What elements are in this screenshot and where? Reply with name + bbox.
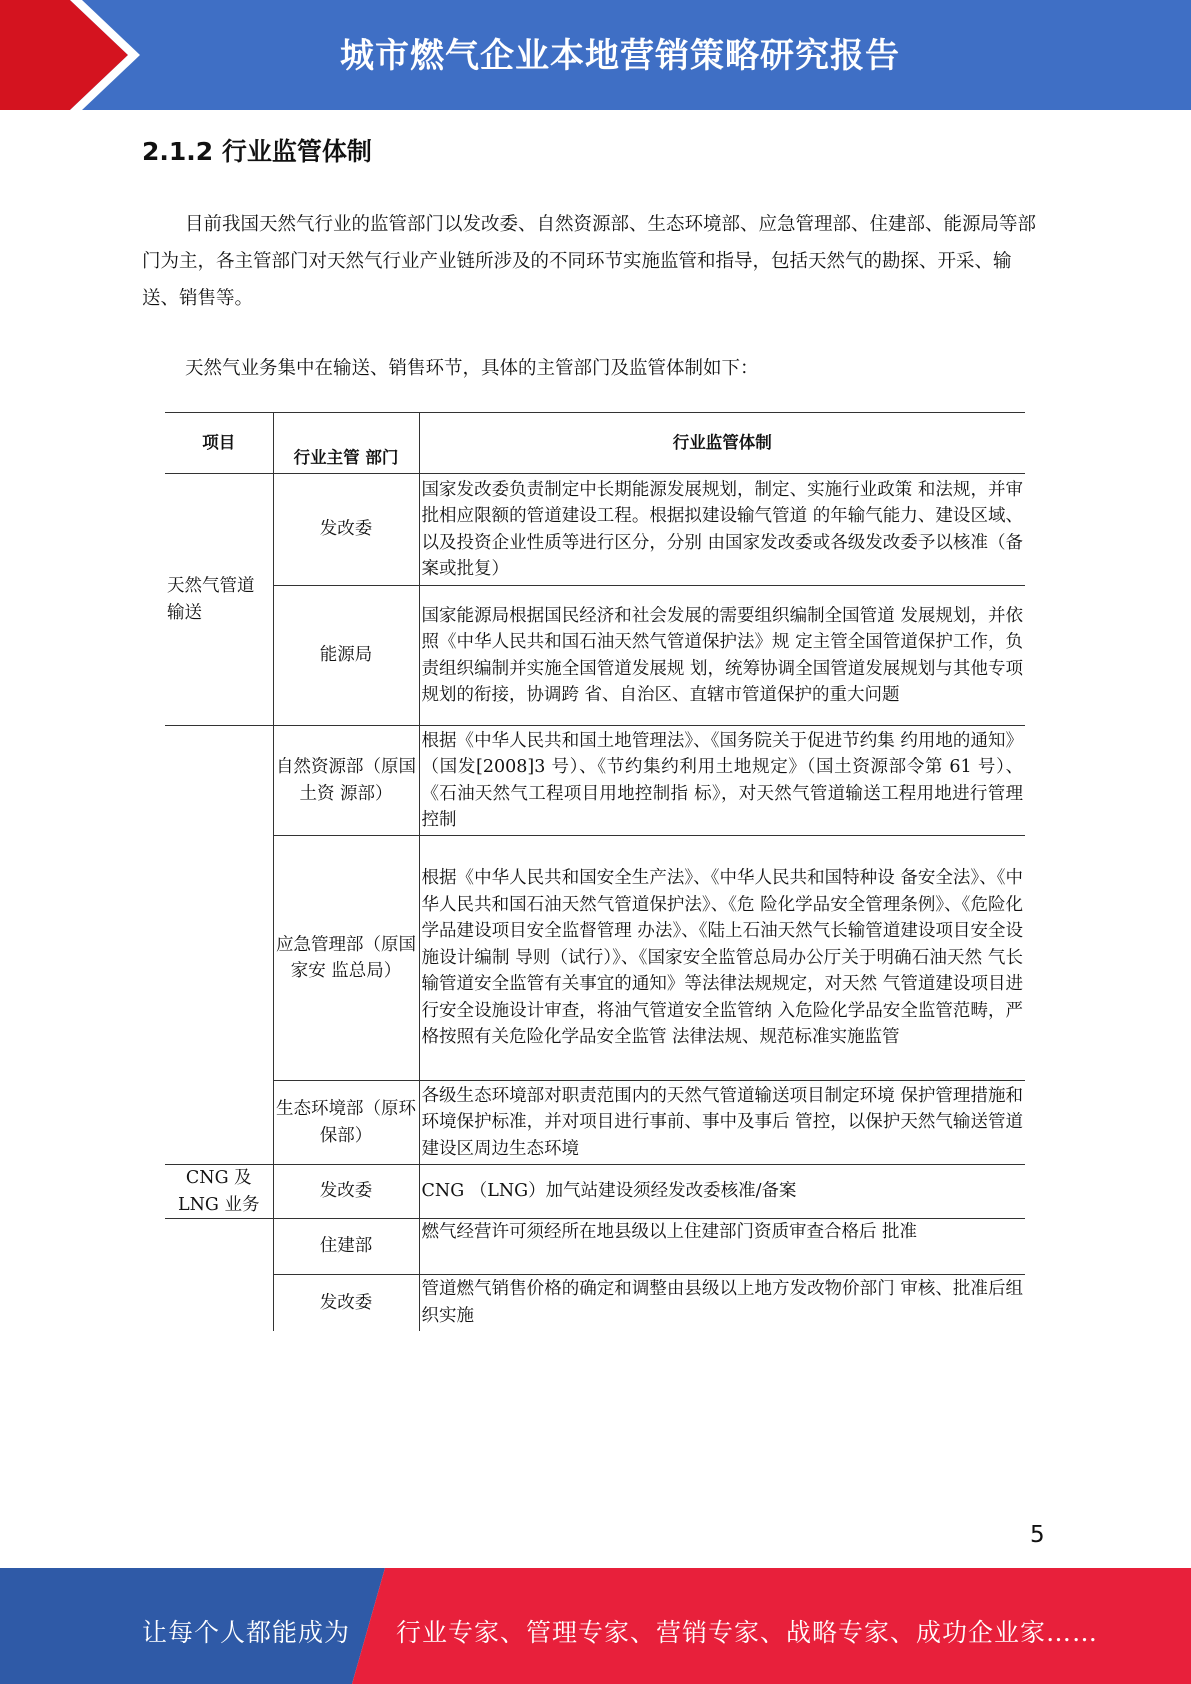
table-row bbox=[165, 474, 1025, 586]
table-header-row bbox=[165, 413, 1025, 474]
header-item: 项目 bbox=[165, 413, 273, 474]
group-cng-lng: CNG 及 LNG 业务 bbox=[165, 1165, 273, 1219]
table-row bbox=[165, 586, 1025, 726]
system-cell: CNG （LNG）加气站建设须经发改委核准/备案 bbox=[419, 1165, 1025, 1219]
system-cell: 国家发改委负责制定中长期能源发展规划，制定、实施行业政策 和法规，并审批相应限额的管道建设工程。根据拟建设输气管道 的年输气能力、建设区域、以及投资企业性质等进行区分，分别 由国家发改委或各级发改委予以核准（备案或批复） bbox=[419, 474, 1025, 586]
table-lead-paragraph: 天然气业务集中在输送、销售环节，具体的主管部门及监管体制如下： bbox=[185, 358, 759, 379]
table-row bbox=[165, 836, 1025, 1081]
dept-cell: 发改委 bbox=[273, 1165, 419, 1219]
table-row bbox=[165, 1081, 1025, 1165]
table-row bbox=[165, 1165, 1025, 1219]
system-cell: 国家能源局根据国民经济和社会发展的需要组织编制全国管道 发展规划，并依照《中华人民共和国石油天然气管道保护法》规 定主管全国管道保护工作，负责组织编制并实施全国管道发展规 划，统筹协调全国管道发展规划与其他专项规划的衔接，协调跨 省、自治区、直辖市管道保护的重大问题 bbox=[419, 586, 1025, 726]
page-number: 5 bbox=[1030, 1522, 1045, 1548]
system-cell: 根据《中华人民共和国安全生产法》、《中华人民共和国特种设 备安全法》、《中华人民共和国石油天然气管道保护法》、《危 险化学品安全管理条例》、《危险化学品建设项目安全监督管理 办法》、《陆上石油天然气长输管道建设项目安全设施设计编制 导则（试行）》、《国家安全监管总局办公厅关于明确石油天然 气长输管道安全监管有关事宜的通知》等法律法规规定，对天然 气管道建设项目进行安全设施设计审查，将油气管道安全监管纳 入危险化学品安全监管范畴，严格按照有关危险化学品安全监管 法律法规、规范标准实施监管 bbox=[419, 836, 1025, 1081]
group-blank-cell bbox=[165, 726, 273, 1165]
table-row bbox=[165, 1275, 1025, 1331]
report-title: 城市燃气企业本地营销策略研究报告 bbox=[340, 36, 900, 76]
header-chevron-icon bbox=[0, 0, 160, 110]
intro-paragraph: 目前我国天然气行业的监管部门以发改委、自然资源部、生态环境部、应急管理部、住建部、能源局等部门为主，各主管部门对天然气行业产业链所涉及的不同环节实施监管和指导，包括天然气的勘探、开采、输送、销售等。 bbox=[142, 214, 1037, 309]
header-system: 行业监管体制 bbox=[419, 413, 1025, 474]
dept-cell: 生态环境部（原环保部） bbox=[273, 1081, 419, 1165]
system-cell: 根据《中华人民共和国土地管理法》、《国务院关于促进节约集 约用地的通知》（国发[2008]3 号）、《节约集约利用土地规定》（国土资源部令第 61 号）、《石油天然气工程项目用地控制指 标》，对天然气管道输送工程用地进行管理控制 bbox=[419, 726, 1025, 836]
group-blank-cell bbox=[165, 1275, 273, 1331]
system-cell: 管道燃气销售价格的确定和调整由县级以上地方发改物价部门 审核、批准后组织实施 bbox=[419, 1275, 1025, 1331]
footer-slogan-left: 让每个人都能成为 bbox=[142, 1618, 351, 1647]
system-cell: 燃气经营许可须经所在地县级以上住建部门资质审查合格后 批准 bbox=[419, 1219, 1025, 1275]
group-pipeline: 天然气管道输送 bbox=[167, 576, 255, 623]
system-cell: 各级生态环境部对职责范围内的天然气管道输送项目制定环境 保护管理措施和环境保护标准，并对项目进行事前、事中及事后 管控，以保护天然气输送管道建设区周边生态环境 bbox=[419, 1081, 1025, 1165]
header-dept: 行业主管 部门 bbox=[273, 413, 419, 474]
dept-cell: 应急管理部（原国家安 监总局） bbox=[273, 836, 419, 1081]
dept-cell: 住建部 bbox=[273, 1219, 419, 1275]
header-band bbox=[0, 0, 1191, 110]
dept-cell: 发改委 bbox=[273, 474, 419, 586]
table-row bbox=[165, 1219, 1025, 1275]
dept-cell: 发改委 bbox=[273, 1275, 419, 1331]
group-blank-cell bbox=[165, 1219, 273, 1275]
footer-slogan-right: 行业专家、管理专家、营销专家、战略专家、成功企业家…… bbox=[396, 1618, 1099, 1647]
section-heading: 2.1.2 行业监管体制 bbox=[142, 137, 372, 166]
dept-cell: 自然资源部（原国土资 源部） bbox=[273, 726, 419, 836]
regulation-table bbox=[165, 412, 1025, 1331]
table-row bbox=[165, 726, 1025, 836]
dept-cell: 能源局 bbox=[273, 586, 419, 726]
